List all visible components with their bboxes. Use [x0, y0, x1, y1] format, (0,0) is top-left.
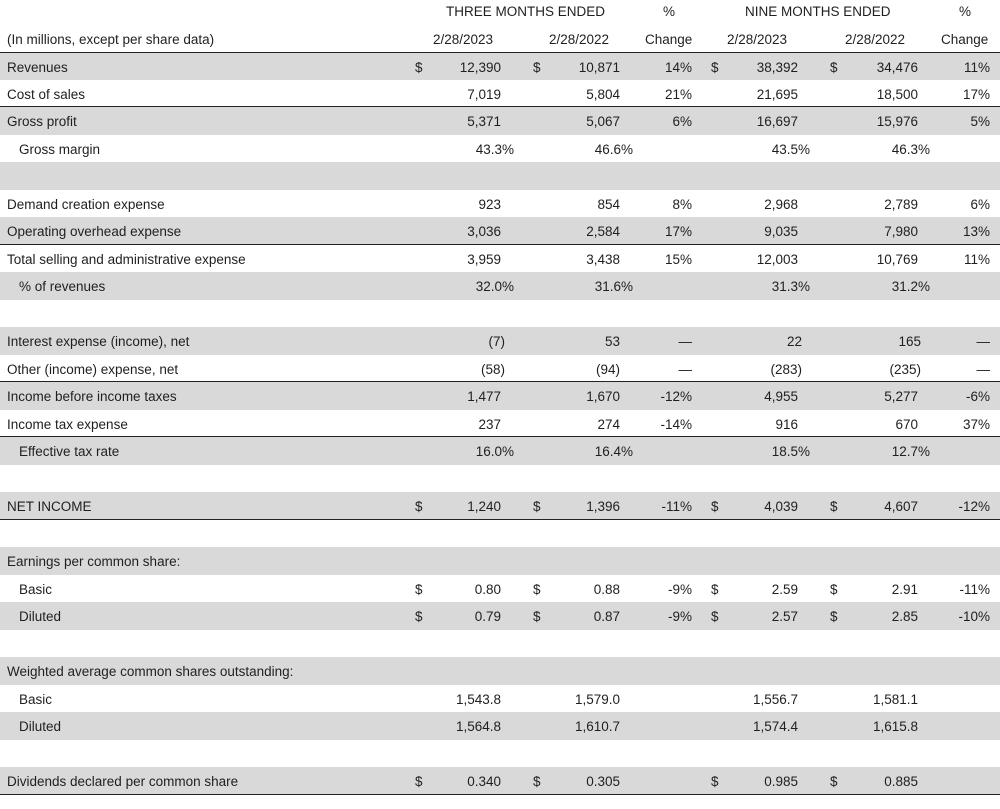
row-label: Diluted [19, 609, 62, 624]
value-cell: 46.3% [891, 141, 930, 157]
currency-symbol: $ [533, 609, 541, 624]
three-months-header: THREE MONTHS ENDED [446, 4, 606, 19]
value-cell: (94) [595, 361, 620, 377]
change-cell: — [976, 334, 990, 349]
value-cell: 12,003 [756, 251, 798, 267]
value-cell: 670 [895, 416, 918, 432]
units-note: (In millions, except per share data) [7, 32, 215, 47]
value-cell: 10,871 [578, 60, 620, 75]
currency-symbol: $ [533, 60, 541, 75]
value-cell: 916 [775, 416, 798, 432]
value-cell: 4,955 [764, 389, 798, 404]
currency-symbol: $ [711, 581, 719, 597]
change-cell: -10% [958, 609, 990, 624]
value-cell: 53 [604, 334, 620, 349]
currency-symbol: $ [415, 60, 423, 75]
value-cell: 4,607 [884, 499, 918, 514]
value-cell: (58) [480, 361, 505, 377]
pct-header-2: % [959, 4, 972, 19]
value-cell: 21,695 [756, 86, 798, 102]
row-label: Diluted [19, 719, 62, 734]
value-cell: 2,789 [884, 196, 918, 212]
change-cell: 37% [962, 416, 990, 432]
value-cell: 10,769 [876, 251, 918, 267]
value-cell: 12.7% [891, 444, 930, 459]
row-label: Basic [19, 581, 53, 597]
currency-symbol: $ [830, 499, 838, 514]
value-cell: 1,581.1 [872, 691, 918, 707]
value-cell: 5,371 [467, 114, 501, 129]
change-cell: — [678, 334, 692, 349]
date-header-3: 2/28/2023 [727, 32, 788, 47]
table-row [0, 217, 1000, 245]
value-cell: 0.87 [593, 609, 620, 624]
value-cell: 1,396 [586, 499, 620, 514]
change-cell: 6% [672, 114, 692, 129]
table-row [0, 492, 1000, 520]
value-cell: 1,574.4 [752, 719, 798, 734]
value-cell: 5,804 [586, 86, 620, 102]
row-label: Income before income taxes [7, 389, 177, 404]
value-cell: 2.57 [771, 609, 798, 624]
currency-symbol: $ [415, 774, 423, 789]
value-cell: 0.80 [474, 581, 501, 597]
change-header-1: Change [645, 32, 693, 47]
value-cell: 0.985 [764, 774, 798, 789]
change-cell: -11% [959, 581, 990, 597]
value-cell: (235) [889, 361, 921, 377]
value-cell: 1,610.7 [574, 719, 620, 734]
table-row [0, 272, 1000, 300]
value-cell: 2,968 [764, 196, 798, 212]
value-cell: 18,500 [876, 86, 918, 102]
currency-symbol: $ [830, 581, 838, 597]
value-cell: 43.5% [771, 141, 810, 157]
table-row [0, 245, 1000, 273]
table-row [0, 80, 1000, 108]
change-cell: -6% [965, 389, 990, 404]
value-cell: 12,390 [459, 60, 501, 75]
value-cell: (7) [488, 334, 505, 349]
pct-header-1: % [663, 4, 676, 19]
value-cell: 0.88 [593, 581, 620, 597]
value-cell: 7,980 [884, 224, 918, 239]
row-label: Weighted average common shares outstanding: [7, 664, 294, 679]
change-cell: -12% [660, 389, 692, 404]
value-cell: 3,438 [586, 251, 620, 267]
row-label: Gross profit [7, 114, 77, 129]
table-row [0, 712, 1000, 740]
spacer-row [0, 520, 1000, 548]
currency-symbol: $ [415, 609, 423, 624]
value-cell: 16,697 [756, 114, 798, 129]
nine-months-header: NINE MONTHS ENDED [745, 4, 891, 19]
value-cell: 9,035 [764, 224, 798, 239]
value-cell: 1,240 [467, 499, 501, 514]
value-cell: 1,556.7 [752, 691, 798, 707]
table-row [0, 575, 1000, 603]
table-row [0, 437, 1000, 465]
value-cell: 0.340 [467, 774, 501, 789]
statement-rows [0, 52, 1000, 795]
date-header-4: 2/28/2022 [845, 32, 906, 47]
table-row [0, 410, 1000, 438]
change-cell: -11% [661, 499, 692, 514]
value-cell: 46.6% [594, 141, 633, 157]
currency-symbol: $ [533, 499, 541, 514]
change-cell: -9% [667, 609, 692, 624]
spacer-row [0, 162, 1000, 190]
currency-symbol: $ [830, 60, 838, 75]
value-cell: 2.85 [891, 609, 918, 624]
change-cell: 14% [664, 60, 692, 75]
row-label: Effective tax rate [19, 444, 120, 459]
table-row [0, 767, 1000, 795]
table-row [0, 52, 1000, 80]
currency-symbol: $ [711, 609, 719, 624]
change-cell: -9% [667, 581, 692, 597]
value-cell: 0.79 [474, 609, 501, 624]
table-row [0, 135, 1000, 163]
row-label: Dividends declared per common share [7, 774, 239, 789]
change-cell: — [678, 361, 692, 377]
row-label: Earnings per common share: [7, 554, 181, 569]
value-cell: 22 [786, 334, 802, 349]
value-cell: 3,036 [467, 224, 501, 239]
value-cell: 16.0% [475, 444, 514, 459]
change-cell: 15% [664, 251, 692, 267]
currency-symbol: $ [711, 774, 719, 789]
currency-symbol: $ [533, 581, 541, 597]
change-cell: 17% [962, 86, 990, 102]
column-group-header [0, 0, 1000, 24]
value-cell: 854 [597, 196, 620, 212]
value-cell: 2,584 [586, 224, 620, 239]
value-cell: 31.3% [771, 279, 810, 294]
table-row [0, 355, 1000, 383]
row-label: Gross margin [19, 141, 101, 157]
row-label: NET INCOME [7, 499, 92, 514]
spacer-row [0, 630, 1000, 658]
value-cell: 0.305 [586, 774, 620, 789]
value-cell: 4,039 [764, 499, 798, 514]
change-cell: 6% [970, 196, 990, 212]
value-cell: 237 [478, 416, 501, 432]
value-cell: 34,476 [876, 60, 918, 75]
value-cell: 1,615.8 [872, 719, 918, 734]
row-label: Income tax expense [7, 416, 128, 432]
row-label: Interest expense (income), net [7, 334, 190, 349]
date-header-2: 2/28/2022 [549, 32, 610, 47]
value-cell: 165 [898, 334, 921, 349]
change-cell: 11% [963, 60, 990, 75]
change-cell: 8% [672, 196, 692, 212]
column-header [0, 28, 1000, 52]
value-cell: 274 [597, 416, 620, 432]
value-cell: 2.91 [891, 581, 918, 597]
currency-symbol: $ [711, 499, 719, 514]
value-cell: 43.3% [475, 141, 514, 157]
row-label: Operating overhead expense [7, 224, 182, 239]
change-header-2: Change [941, 32, 989, 47]
value-cell: 1,564.8 [455, 719, 501, 734]
table-row [0, 685, 1000, 713]
value-cell: 7,019 [467, 86, 501, 102]
value-cell: 31.2% [891, 279, 930, 294]
value-cell: 1,579.0 [574, 691, 620, 707]
table-row [0, 602, 1000, 630]
change-cell: — [976, 361, 990, 377]
row-label: Other (income) expense, net [7, 361, 179, 377]
value-cell: 18.5% [771, 444, 810, 459]
change-cell: 5% [970, 114, 990, 129]
currency-symbol: $ [830, 774, 838, 789]
currency-symbol: $ [533, 774, 541, 789]
table-row [0, 657, 1000, 685]
currency-symbol: $ [711, 60, 719, 75]
change-cell: 11% [963, 251, 990, 267]
spacer-row [0, 740, 1000, 768]
currency-symbol: $ [415, 499, 423, 514]
value-cell: 5,067 [586, 114, 620, 129]
value-cell: 32.0% [475, 279, 514, 294]
change-cell: 13% [962, 224, 990, 239]
table-row [0, 382, 1000, 410]
value-cell: 31.6% [594, 279, 633, 294]
row-label: Basic [19, 691, 53, 707]
spacer-row [0, 465, 1000, 493]
value-cell: 15,976 [876, 114, 918, 129]
row-label: Total selling and administrative expense [7, 251, 246, 267]
change-cell: -14% [660, 416, 692, 432]
value-cell: 1,670 [586, 389, 620, 404]
row-label: Demand creation expense [7, 196, 165, 212]
table-row [0, 107, 1000, 135]
currency-symbol: $ [415, 581, 423, 597]
table-row [0, 327, 1000, 355]
value-cell: 923 [478, 196, 501, 212]
value-cell: 2.59 [771, 581, 798, 597]
value-cell: 5,277 [884, 389, 918, 404]
spacer-row [0, 300, 1000, 328]
date-header-1: 2/28/2023 [433, 32, 494, 47]
value-cell: 38,392 [756, 60, 798, 75]
value-cell: (283) [770, 361, 802, 377]
value-cell: 16.4% [594, 444, 633, 459]
currency-symbol: $ [830, 609, 838, 624]
table-row [0, 190, 1000, 218]
change-cell: 21% [664, 86, 692, 102]
change-cell: 17% [664, 224, 692, 239]
value-cell: 1,477 [467, 389, 501, 404]
row-label: Cost of sales [7, 86, 86, 102]
table-row [0, 547, 1000, 575]
change-cell: -12% [958, 499, 990, 514]
value-cell: 0.885 [884, 774, 918, 789]
row-label: % of revenues [19, 279, 106, 294]
value-cell: 3,959 [467, 251, 501, 267]
value-cell: 1,543.8 [455, 691, 501, 707]
row-label: Revenues [7, 60, 68, 75]
